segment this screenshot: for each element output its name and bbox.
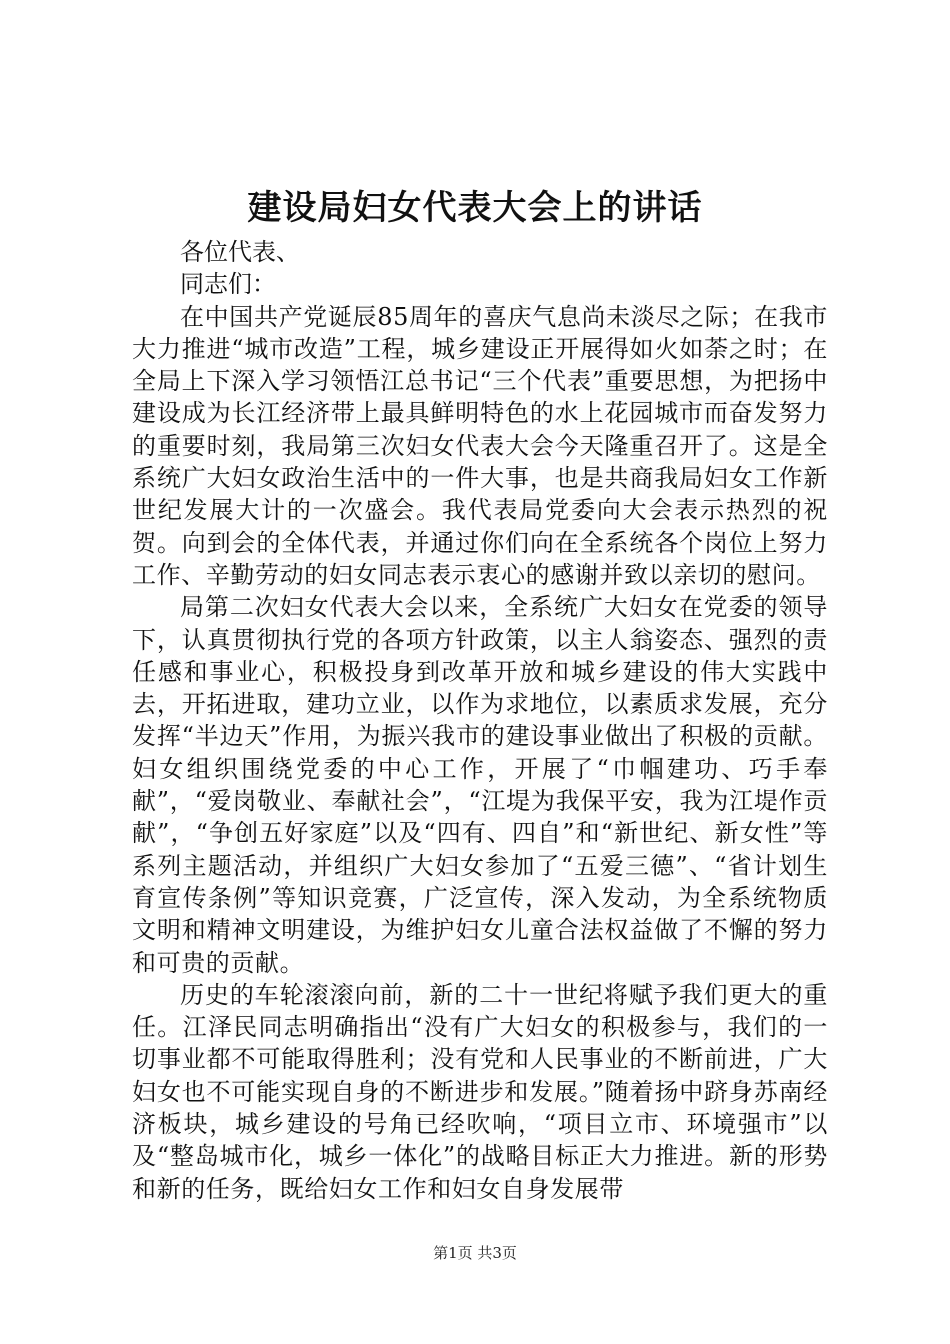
document-body — [132, 236, 828, 1205]
body-paragraph: 在中国共产党诞辰85周年的喜庆气息尚未淡尽之际；在我市大力推进“城市改造”工程，城乡建设正开展得如火如荼之时；在全局上下深入学习领悟江总书记“三个代表”重要思想，为把扬中建设成为长江经济带上最具鲜明特色的水上花园城市而奋发努力的重要时刻，我局第三次妇女代表大会今天隆重召开了。这是全系统广大妇女政治生活中的一件大事，也是共商我局妇女工作新世纪发展大计的一次盛会。我代表局党委向大会表示热烈的祝贺。向到会的全体代表，并通过你们向在全系统各个岗位上努力工作、辛勤劳动的妇女同志表示衷心的感谢并致以亲切的慰问。 — [132, 302, 828, 589]
page-number-footer: 第1页 共3页 — [433, 1244, 517, 1262]
body-paragraph: 局第二次妇女代表大会以来，全系统广大妇女在党委的领导下，认真贯彻执行党的各项方针政策，以主人翁姿态、强烈的责任感和事业心，积极投身到改革开放和城乡建设的伟大实践中去，开拓进取，建功立业，以作为求地位，以素质求发展，充分发挥“半边天”作用，为振兴我市的建设事业做出了积极的贡献。妇女组织围绕党委的中心工作，开展了“巾帼建功、巧手奉献”，“爱岗敬业、奉献社会”，“江堤为我保平安，我为江堤作贡献”，“争创五好家庭”以及“四有、四自”和“新世纪、新女性”等系列主题活动，并组织广大妇女参加了“五爱三德”、“省计划生育宣传条例”等知识竞赛，广泛宣传，深入发动，为全系统物质文明和精神文明建设，为维护妇女儿童合法权益做了不懈的努力和可贵的贡献。 — [132, 593, 828, 977]
document-title: 建设局妇女代表大会上的讲话 — [247, 188, 703, 228]
body-paragraph: 历史的车轮滚滚向前，新的二十一世纪将赋予我们更大的重任。江泽民同志明确指出“没有广大妇女的积极参与，我们的一切事业都不可能取得胜利；没有党和人民事业的不断前进，广大妇女也不可能实现自身的不断进步和发展。”随着扬中跻身苏南经济板块，城乡建设的号角已经吹响，“项目立市、环境强市”以及“整岛城市化，城乡一体化”的战略目标正大力推进。新的形势和新的任务，既给妇女工作和妇女自身发展带 — [132, 980, 828, 1203]
salutation-line: 同志们： — [180, 270, 276, 299]
salutation-line: 各位代表、 — [180, 238, 300, 266]
